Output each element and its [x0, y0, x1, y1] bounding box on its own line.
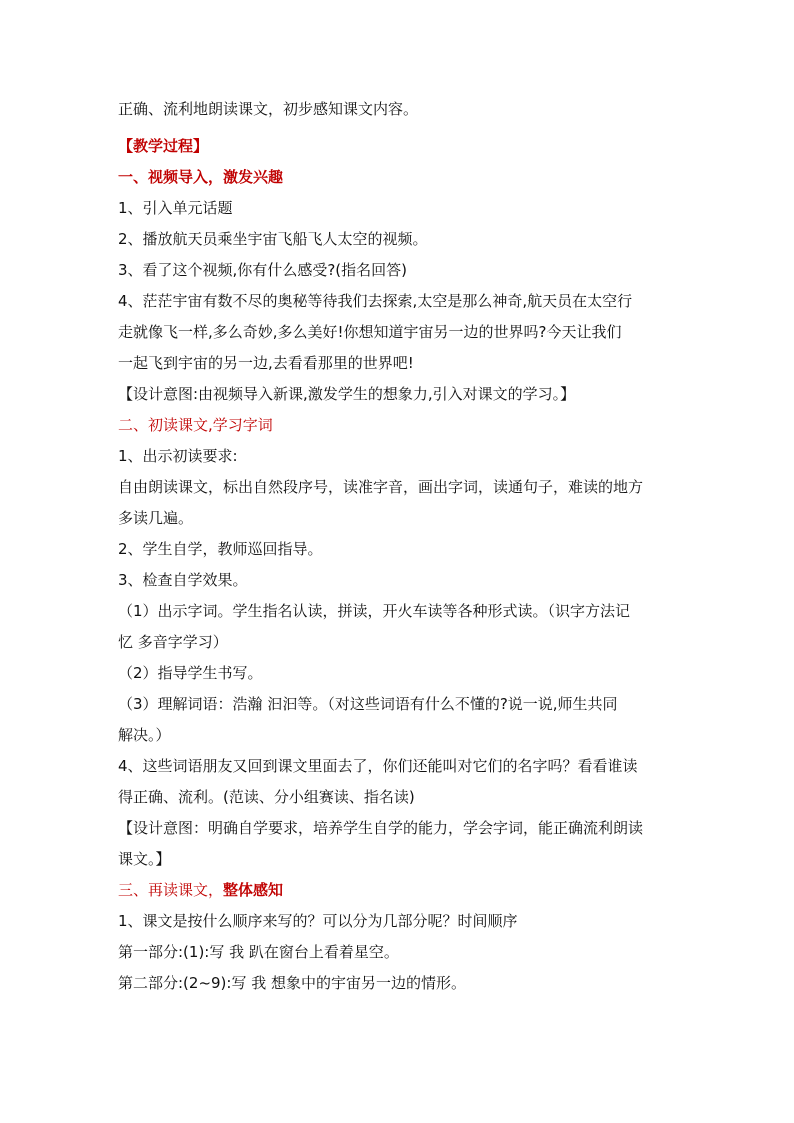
section2-item1: 1、出示初读要求:	[118, 447, 238, 465]
section1-item4-line3: 一起飞到宇宙的另一边,去看看那里的世界吧!	[118, 354, 414, 372]
section2-sub1-line1: （1）出示字词。学生指名认读，拼读，开火车读等各种形式读。（识字方法记	[118, 602, 631, 620]
section1-item4-line1: 4、茫茫宇宙有数不尽的奥秘等待我们去探索,太空是那么神奇,航天员在太空行	[118, 292, 633, 310]
section3-item1: 1、课文是按什么顺序来写的？可以分为几部分呢？时间顺序	[118, 912, 518, 930]
section3-part2: 第二部分:(2~9):写 我 想象中的宇宙另一边的情形。	[118, 974, 467, 992]
section1-item3: 3、看了这个视频,你有什么感受?(指名回答)	[118, 261, 407, 279]
section3-title-bold: 整体感知	[223, 881, 284, 899]
section3-title	[118, 875, 678, 906]
section2-design-line1: 【设计意图：明确自学要求，培养学生自学的能力，学会字词，能正确流利朗读	[118, 819, 644, 837]
process-title: 【教学过程】	[118, 137, 209, 155]
section2-item4-line1: 4、这些词语朋友又回到课文里面去了，你们还能叫对它们的名字吗？看看谁读	[118, 757, 638, 775]
section2-item3: 3、检查自学效果。	[118, 571, 248, 589]
section2-sub2: （2）指导学生书写。	[118, 664, 263, 682]
section2-sub3-line2: 解决。）	[118, 726, 171, 744]
section3-title-plain: 三、再读课文，	[118, 881, 224, 899]
section2-item4-line2: 得正确、流利。(范读、分小组赛读、指名读)	[118, 788, 415, 806]
section2-item1-line2: 多读几遍。	[118, 509, 194, 527]
section1-item2: 2、播放航天员乘坐宇宙飞船飞人太空的视频。	[118, 230, 428, 248]
section1-title: 一、视频导入，激发兴趣	[118, 168, 284, 186]
intro-text: 正确、流利地朗读课文，初步感知课文内容。	[118, 100, 419, 118]
section1-item1: 1、引入单元话题	[118, 199, 233, 217]
section2-item2: 2、学生自学，教师巡回指导。	[118, 540, 323, 558]
section2-sub1-line2: 忆 多音字学习）	[118, 633, 228, 651]
section2-item1-line1: 自由朗读课文，标出自然段序号，读准字音，画出字词，读通句子，难读的地方	[118, 478, 644, 496]
section3-part1: 第一部分:(1):写 我 趴在窗台上看着星空。	[118, 943, 399, 961]
section1-design-intent: 【设计意图:由视频导入新课,激发学生的想象力,引入对课文的学习。】	[118, 385, 576, 403]
section2-title: 二、初读课文,学习字词	[118, 416, 273, 434]
section2-sub3-line1: （3）理解词语：浩瀚 汩汩等。（对这些词语有什么不懂的?说一说,师生共同	[118, 695, 618, 713]
section2-design-line2: 课文。】	[118, 850, 171, 868]
document-page	[118, 94, 678, 999]
section1-item4-line2: 走就像飞一样,多么奇妙,多么美好!你想知道宇宙另一边的世界吗?今天让我们	[118, 323, 622, 341]
